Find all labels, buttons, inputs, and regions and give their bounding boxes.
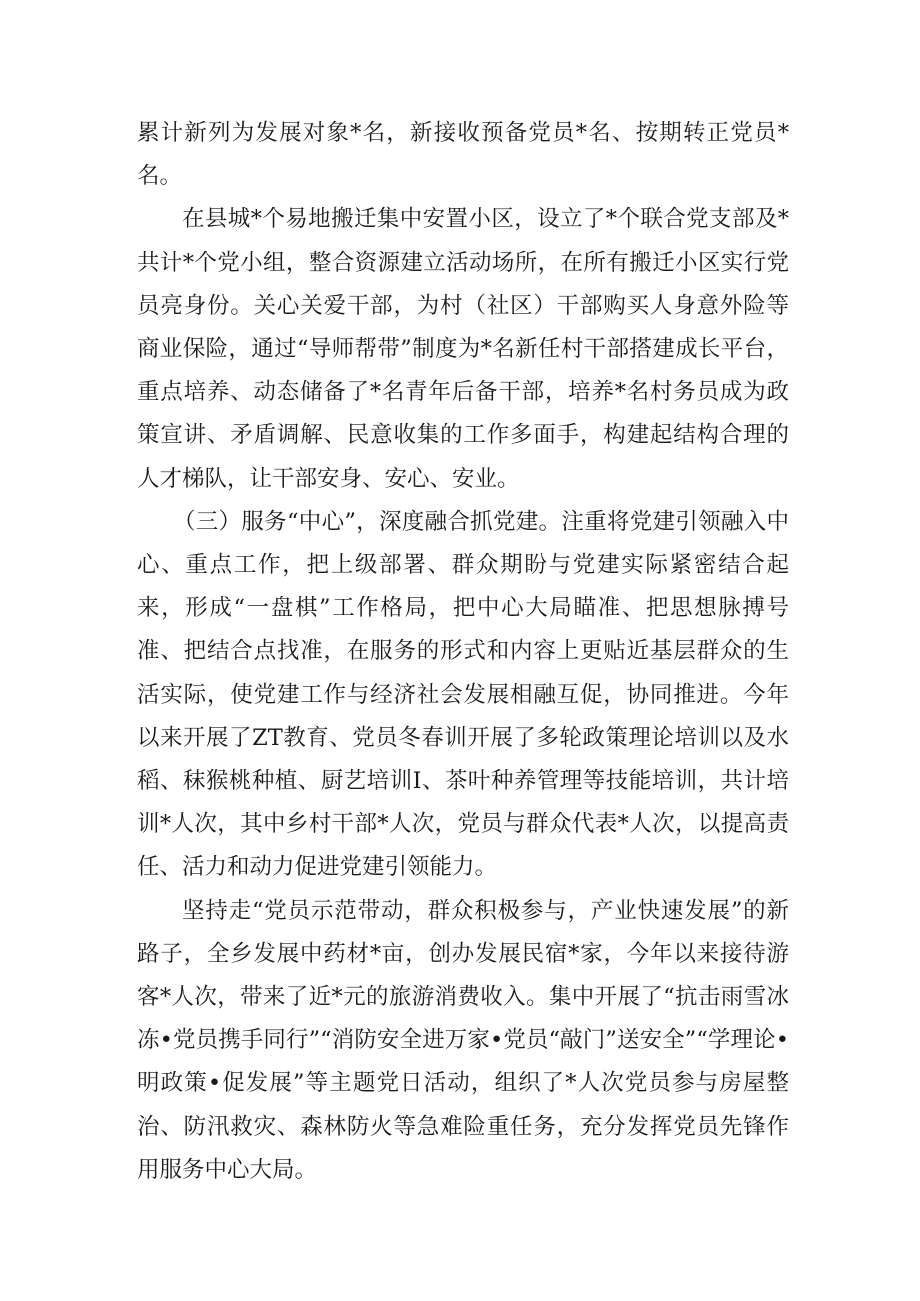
paragraph-party-demonstration: 坚持走“党员示范带动，群众积极参与，产业快速发展”的新路子，全乡发展中药材*亩，创办发展民宿*家，今年以来接待游客*人次，带来了近*元的旅游消费收入。集中开展了“抗击雨雪冰冻•党员携手同行”“消防安全进万家•党员“敲门”送安全”“学理论•明政策•促发展”等主题党日活动，组织了*人次党员参与房屋整治、防汛救灾、森林防火等急难险重任务，充分发挥党员先锋作用服务中心大局。 [137,897,789,1183]
paragraph-section-three: （三）服务“中心”，深度融合抓党建。注重将党建引领融入中心、重点工作，把上级部署、群众期盼与党建实际紧密结合起来，形成“一盘棋”工作格局，把中心大局瞄准、把思想脉搏号准、把结合点找准，在服务的形式和内容上更贴近基层群众的生活实际，使党建工作与经济社会发展相融互促，协同推进。今年以来开展了ZT教育、党员冬春训开展了多轮政策理论培训以及水稻、秣猴桃种植、厨艺培训I、茶叶种养管理等技能培训，共计培训*人次，其中乡村干部*人次，党员与群众代表*人次，以提高责任、活力和动力促进党建引领能力。 [137,508,789,881]
paragraph-relocation-communities: 在县城*个易地搬迁集中安置小区，设立了*个联合党支部及*共计*个党小组，整合资源建立活动场所，在所有搬迁小区实行党员亮身份。关心关爱干部，为村（社区）干部购买人身意外险等商业保险，通过“导师帮带”制度为*名新任村干部搭建成长平台，重点培养、动态储备了*名青年后备干部，培养*名村务员成为政策宣讲、矛盾调解、民意收集的工作多面手，构建起结构合理的人才梯队，让干部安身、安心、安业。 [137,206,789,492]
paragraph-continuation: 累计新列为发展对象*名，新接收预备党员*名、按期转正党员*名。 [137,120,789,190]
document-body [137,112,789,1192]
